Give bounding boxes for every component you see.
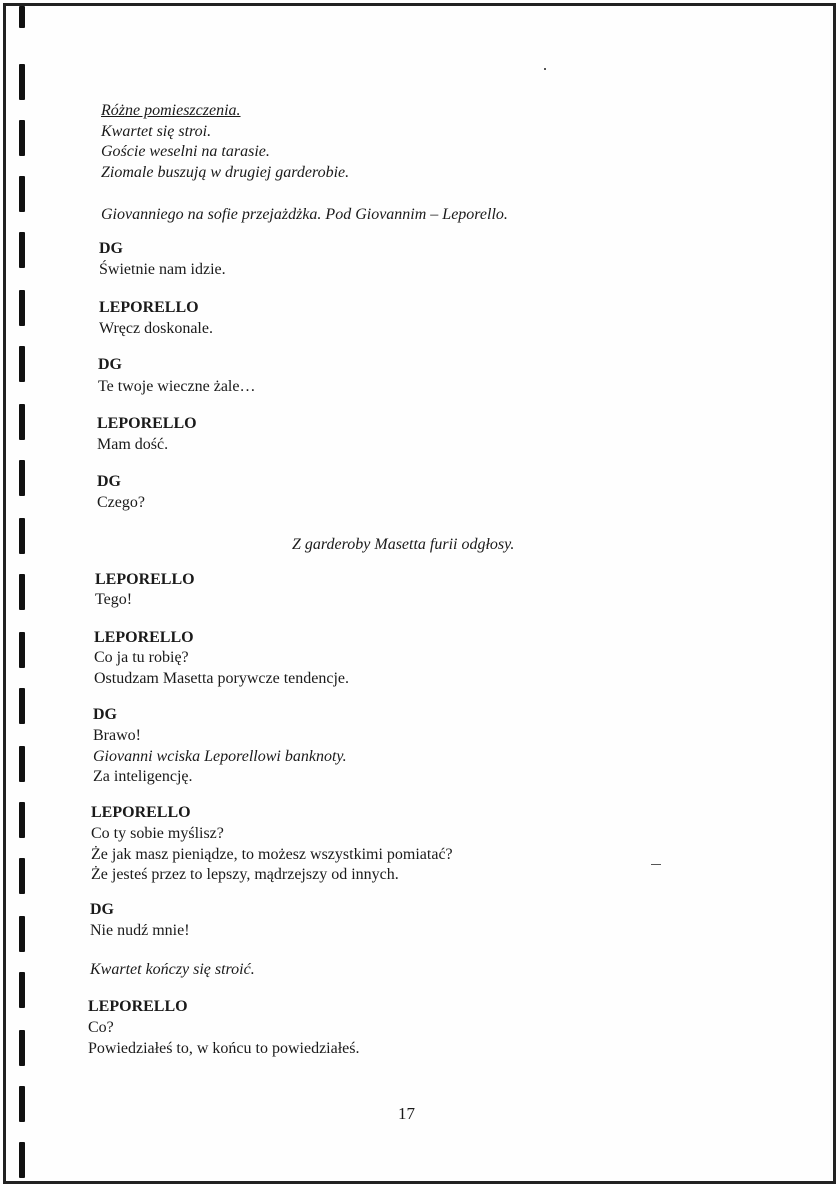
scene-line: Ziomale buszują w drugiej garderobie. bbox=[101, 164, 350, 181]
scene-location: Różne pomieszczenia. bbox=[101, 102, 241, 119]
dialogue-line: Świetnie nam idzie. bbox=[99, 261, 226, 278]
speaker-name: DG bbox=[99, 240, 123, 257]
dialogue-line: Nie nudź mnie! bbox=[90, 922, 190, 939]
dialogue-line: Ostudzam Masetta porywcze tendencje. bbox=[94, 670, 350, 687]
stage-direction: Giovanni wciska Leporellowi banknoty. bbox=[93, 748, 347, 765]
dialogue-line: Brawo! bbox=[93, 727, 141, 744]
dialogue-line: Co? bbox=[88, 1019, 114, 1036]
scan-speck bbox=[651, 864, 661, 865]
speaker-name: LEPORELLO bbox=[91, 804, 191, 821]
speaker-name: LEPORELLO bbox=[88, 998, 188, 1015]
speaker-name: LEPORELLO bbox=[95, 571, 195, 588]
speaker-name: LEPORELLO bbox=[97, 415, 197, 432]
speaker-name: DG bbox=[90, 901, 114, 918]
speaker-name: DG bbox=[98, 356, 122, 373]
dialogue-line: Że jak masz pieniądze, to możesz wszystkimi pomiatać? bbox=[91, 846, 453, 863]
scene-line: Goście weselni na tarasie. bbox=[101, 143, 270, 160]
dialogue-line: Za inteligencję. bbox=[93, 768, 193, 785]
stage-direction: Giovanniego na sofie przejażdżka. Pod Giovannim – Leporello. bbox=[101, 206, 508, 223]
binding-holes bbox=[15, 6, 25, 1181]
dialogue-line: Co ja tu robię? bbox=[94, 649, 189, 666]
stage-direction: Kwartet kończy się stroić. bbox=[90, 961, 255, 978]
scene-line: Kwartet się stroi. bbox=[101, 123, 212, 140]
dialogue-line: Mam dość. bbox=[97, 436, 169, 453]
dialogue-line: Wręcz doskonale. bbox=[99, 320, 213, 337]
scan-speck bbox=[544, 68, 546, 70]
stage-direction: Z garderoby Masetta furii odgłosy. bbox=[292, 536, 515, 553]
document-page bbox=[3, 3, 836, 1184]
speaker-name: DG bbox=[97, 473, 121, 490]
dialogue-line: Czego? bbox=[97, 494, 145, 511]
dialogue-line: Co ty sobie myślisz? bbox=[91, 825, 224, 842]
speaker-name: LEPORELLO bbox=[99, 299, 199, 316]
speaker-name: DG bbox=[93, 706, 117, 723]
dialogue-line: Te twoje wieczne żale… bbox=[98, 378, 256, 395]
dialogue-line: Powiedziałeś to, w końcu to powiedziałeś. bbox=[88, 1040, 360, 1057]
dialogue-line: Że jesteś przez to lepszy, mądrzejszy od innych. bbox=[91, 866, 399, 883]
page-number: 17 bbox=[398, 1104, 415, 1123]
dialogue-line: Tego! bbox=[95, 591, 133, 608]
speaker-name: LEPORELLO bbox=[94, 629, 194, 646]
